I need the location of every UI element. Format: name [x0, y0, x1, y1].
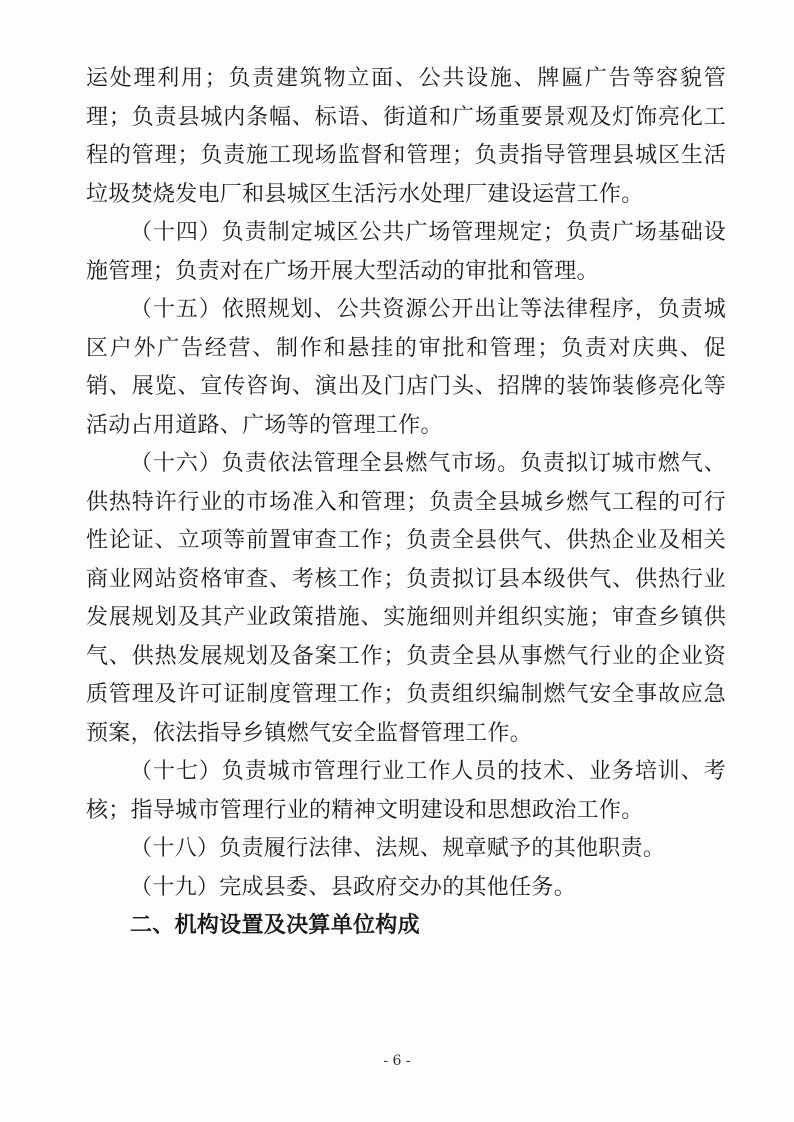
paragraph-18: （十八）负责履行法律、法规、规章赋予的其他职责。: [130, 836, 666, 861]
paragraph-16: （十六）负责依法管理全县燃气市场。负责拟订城市燃气、供热特许行业的市场准入和管理；负责全县城乡燃气工程的可行性论证、立项等前置审查工作；负责全县供气、供热企业及相关商业网站资格审查、考核工作；负责拟订县本级供气、供热行业发展规划及其产业政策措施、实施细则并组织实施；审查乡镇供气、供热发展规划及备案工作；负责全县从事燃气行业的企业资质管理及许可证制度管理工作；负责组织编制燃气安全事故应急预案，依法指导乡镇燃气安全监督管理工作。: [86, 451, 726, 746]
body-text: [86, 60, 726, 946]
paragraph-continuation: 运处理利用；负责建筑物立面、公共设施、牌匾广告等容貌管理；负责县城内条幅、标语、街道和广场重要景观及灯饰亮化工程的管理；负责施工现场监督和管理；负责指导管理县城区生活垃圾焚烧发电厂和县城区生活污水处理厂建设运营工作。: [86, 66, 726, 207]
paragraph-15: （十五）依照规划、公共资源公开出让等法律程序，负责城区户外广告经营、制作和悬挂的审批和管理；负责对庆典、促销、展览、宣传咨询、演出及门店门头、招牌的装饰装修亮化等活动占用道路、广场等的管理工作。: [86, 297, 726, 438]
paragraph-19: （十九）完成县委、县政府交办的其他任务。: [130, 874, 577, 900]
paragraph-14: （十四）负责制定城区公共广场管理规定；负责广场基础设施管理；负责对在广场开展大型活动的审批和管理。: [86, 220, 726, 284]
paragraph-17: （十七）负责城市管理行业工作人员的技术、业务培训、考核；指导城市管理行业的精神文明建设和思想政治工作。: [86, 759, 726, 823]
section-heading: 二、机构设置及决算单位构成: [130, 913, 420, 938]
page-number: - 6 -: [383, 1053, 411, 1069]
